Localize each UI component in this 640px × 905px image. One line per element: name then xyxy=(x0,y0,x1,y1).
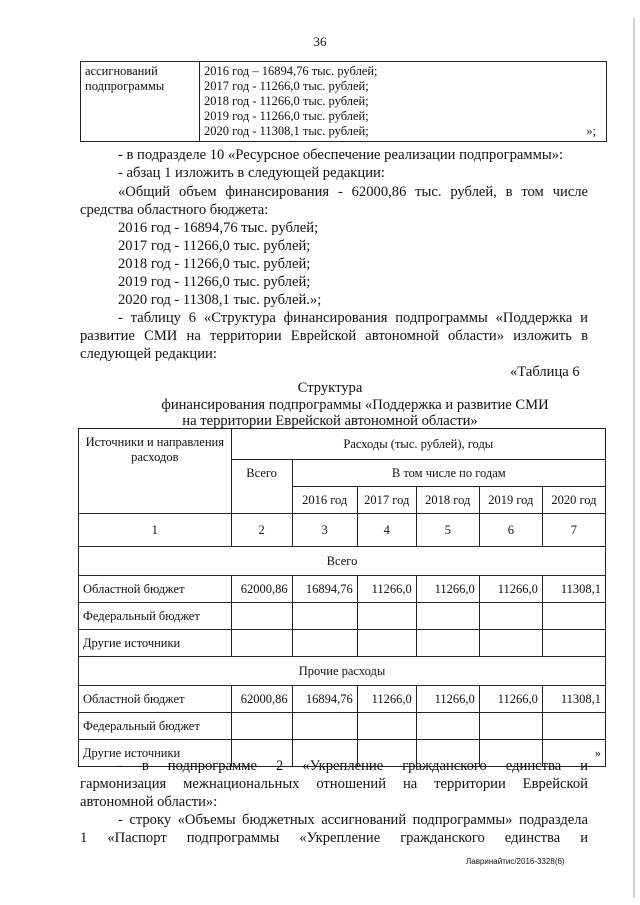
cell-value: 11266,0 xyxy=(416,576,479,603)
para-table6-line2: развитие СМИ на территории Еврейской автономной области» изложить в xyxy=(80,328,588,344)
top-table-year-2017: 2017 год - 11266,0 тыс. рублей; xyxy=(204,79,369,93)
header-by-years: В том числе по годам xyxy=(292,460,605,487)
cell-value xyxy=(479,713,542,740)
cell-value xyxy=(479,630,542,657)
col-number-2: 2 xyxy=(231,514,292,547)
col-number-3: 3 xyxy=(292,514,357,547)
cell-value: 11266,0 xyxy=(357,686,416,713)
header-year-2020: 2020 год xyxy=(542,487,605,514)
col-number-1: 1 xyxy=(79,514,232,547)
top-table-label-line2: подпрограммы xyxy=(85,79,165,93)
table-row xyxy=(79,686,606,713)
row-label: Другие источники xyxy=(79,740,232,767)
para-subsection-10: - в подразделе 10 «Ресурсное обеспечение реализации подпрограммы»: xyxy=(118,147,564,163)
top-table-year-2016: 2016 год – 16894,76 тыс. рублей; xyxy=(204,64,378,78)
para-year-2016: 2016 год - 16894,76 тыс. рублей; xyxy=(118,220,319,236)
para-budget-row-line1: - строку «Объемы бюджетных ассигнований подпрограммы» подраздела xyxy=(118,812,588,828)
cell-value xyxy=(292,630,357,657)
cell-value xyxy=(357,713,416,740)
cell-value: 11266,0 xyxy=(479,686,542,713)
cell-value xyxy=(416,713,479,740)
row-label: Федеральный бюджет xyxy=(79,713,232,740)
col-number-4: 4 xyxy=(357,514,416,547)
table-title-line3: на территории Еврейской автономной области» xyxy=(182,413,478,429)
para-year-2017: 2017 год - 11266,0 тыс. рублей; xyxy=(118,238,311,254)
para-budget-row-line2: 1 «Паспорт подпрограммы «Укрепление гражданского единства и xyxy=(80,830,588,846)
cell-value xyxy=(231,630,292,657)
para-subprogram-2-line2: гармонизация межнациональных отношений на территории Еврейской xyxy=(80,776,588,792)
para-abzac-1: - абзац 1 изложить в следующей редакции: xyxy=(118,165,385,181)
cell-value xyxy=(542,630,605,657)
cell-value xyxy=(357,630,416,657)
cell-value: 11308,1 xyxy=(542,686,605,713)
para-year-2020: 2020 год - 11308,1 тыс. рублей.»; xyxy=(118,292,322,308)
table-row xyxy=(79,630,606,657)
para-table6-line1: - таблицу 6 «Структура финансирования подпрограммы «Поддержка и xyxy=(118,310,588,326)
page-number: 36 xyxy=(313,34,327,49)
cell-value: 16894,76 xyxy=(292,576,357,603)
top-table-year-2018: 2018 год - 11266,0 тыс. рублей; xyxy=(204,94,369,108)
top-table-year-2019: 2019 год - 11266,0 тыс. рублей; xyxy=(204,109,369,123)
cell-value: 11308,1 xyxy=(542,576,605,603)
row-label: Областной бюджет xyxy=(79,686,232,713)
cell-value xyxy=(416,603,479,630)
cell-value xyxy=(231,713,292,740)
header-year-2019: 2019 год xyxy=(479,487,542,514)
cell-value: 62000,86 xyxy=(231,686,292,713)
top-table-label-cell xyxy=(81,62,200,142)
cell-value: 11266,0 xyxy=(416,686,479,713)
top-table-year-2020: 2020 год - 11308,1 тыс. рублей; xyxy=(204,124,369,138)
row-label: Федеральный бюджет xyxy=(79,603,232,630)
top-table-label-line1: ассигнований xyxy=(85,64,158,78)
financing-table xyxy=(78,428,606,767)
top-table xyxy=(80,61,607,142)
cell-value xyxy=(542,603,605,630)
cell-value xyxy=(416,630,479,657)
col-number-6: 6 xyxy=(479,514,542,547)
table-title-line1: Структура xyxy=(297,380,363,396)
header-year-2018: 2018 год xyxy=(416,487,479,514)
cell-value xyxy=(231,603,292,630)
para-total-funding: «Общий объем финансирования - 62000,86 тыс. рублей, в том числе xyxy=(118,184,588,200)
top-table-closing-mark: »; xyxy=(586,124,596,138)
cell-value xyxy=(357,603,416,630)
cell-value xyxy=(292,713,357,740)
row-label: Другие источники xyxy=(79,630,232,657)
table-closing-mark: » xyxy=(542,740,605,767)
header-sources: Источники и направления расходов xyxy=(79,429,232,514)
cell-value: 11266,0 xyxy=(479,576,542,603)
top-table-values-cell xyxy=(200,62,607,142)
section-other-expenses: Прочие расходы xyxy=(79,657,606,686)
para-subprogram-2-line1: - в подпрограмме 2 «Укрепление гражданского единства и xyxy=(118,758,588,774)
table-row xyxy=(79,576,606,603)
table-row xyxy=(79,603,606,630)
header-year-2017: 2017 год xyxy=(357,487,416,514)
header-expenses: Расходы (тыс. рублей), годы xyxy=(231,429,605,460)
para-table6-line3: следующей редакции: xyxy=(80,346,217,362)
para-regional-budget: средства областного бюджета: xyxy=(80,202,269,218)
table-label: «Таблица 6 xyxy=(510,364,580,380)
col-number-7: 7 xyxy=(542,514,605,547)
page-edge xyxy=(633,18,635,898)
para-subprogram-2-line3: автономной области»: xyxy=(80,794,218,810)
para-year-2019: 2019 год - 11266,0 тыс. рублей; xyxy=(118,274,311,290)
cell-value xyxy=(479,603,542,630)
para-year-2018: 2018 год - 11266,0 тыс. рублей; xyxy=(118,256,311,272)
table-title-line2: финансирования подпрограммы «Поддержка и развитие СМИ xyxy=(161,397,549,413)
cell-value xyxy=(542,713,605,740)
col-number-5: 5 xyxy=(416,514,479,547)
header-total: Всего xyxy=(231,460,292,514)
cell-value: 16894,76 xyxy=(292,686,357,713)
row-label: Областной бюджет xyxy=(79,576,232,603)
table-row xyxy=(79,713,606,740)
cell-value: 62000,86 xyxy=(231,576,292,603)
cell-value: 11266,0 xyxy=(357,576,416,603)
section-total: Всего xyxy=(79,547,606,576)
cell-value xyxy=(292,603,357,630)
header-year-2016: 2016 год xyxy=(292,487,357,514)
footer-code: Лавринайтис/2016-3328(6) xyxy=(466,857,565,866)
